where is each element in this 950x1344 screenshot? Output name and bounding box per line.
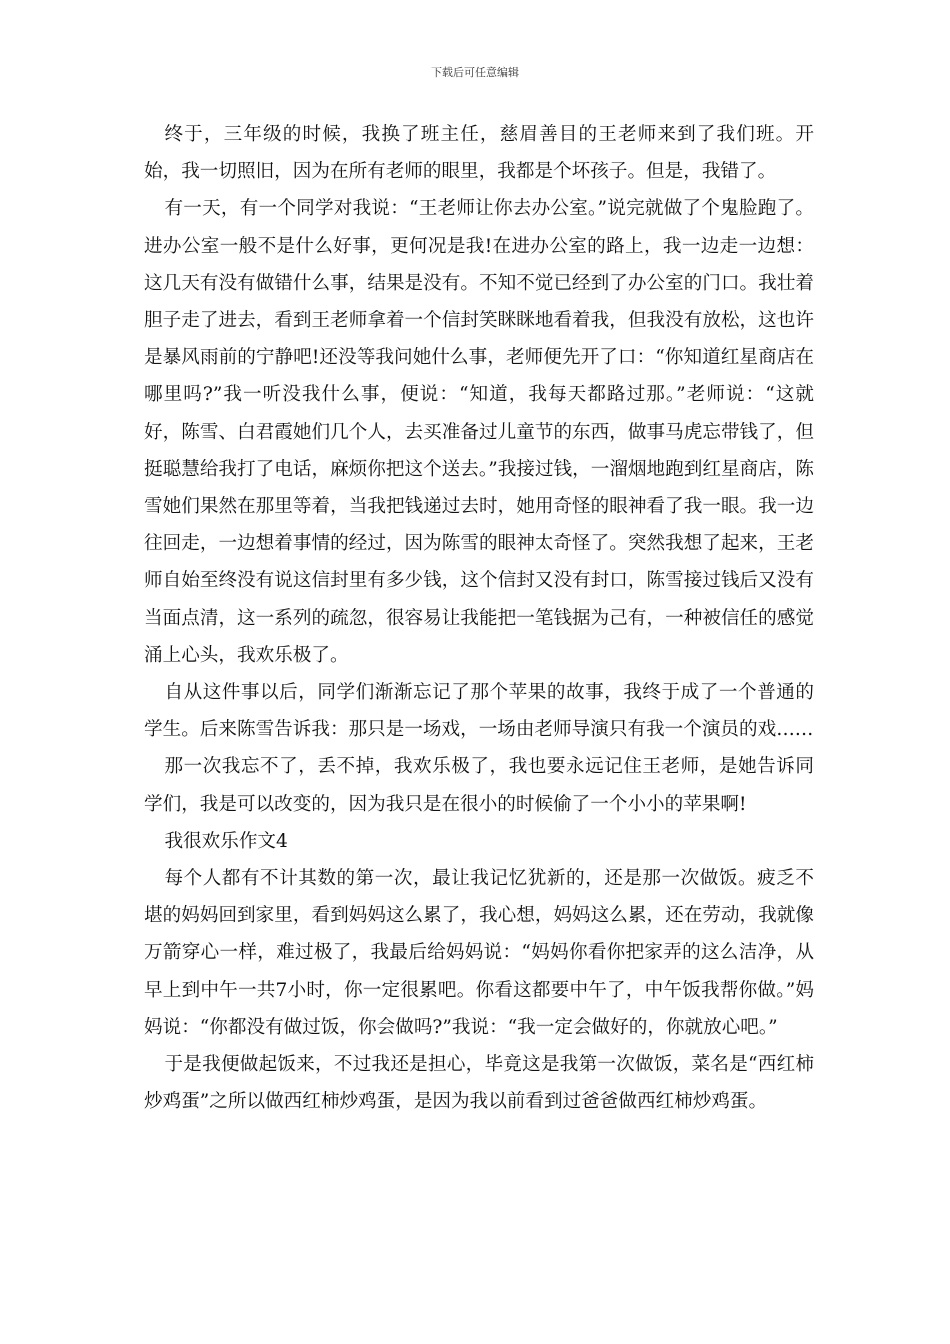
- paragraph: 每个人都有不计其数的第一次，最让我记忆犹新的，还是那一次做饭。疲乏不堪的妈妈回到家里，看到妈妈这么累了，我心想，妈妈这么累，还在劳动，我就像万箭穿心一样，难过极了，我最后给妈妈说：“妈妈你看你把家弄的这么洁净，从早上到中午一共7小时，你一定很累吧。你看这都要中午了，中午饭我帮你做。”妈妈说：“你都没有做过饭，你会做吗?”我说：“我一定会做好的，你就放心吧。”: [144, 868, 814, 1038]
- section-heading: 我很欢乐作文4: [164, 830, 288, 852]
- paragraph: 自从这件事以后，同学们渐渐忘记了那个苹果的故事，我终于成了一个普通的学生。后来陈雪告诉我：那只是一场戏，一场由老师导演只有我一个演员的戏……: [144, 682, 814, 741]
- paragraph: 有一天，有一个同学对我说：“王老师让你去办公室。”说完就做了个鬼脸跑了。进办公室一般不是什么好事，更何况是我!在进办公室的路上，我一边走一边想：这几天有没有做错什么事，结果是没有。不知不觉已经到了办公室的门口。我壮着胆子走了进去，看到王老师拿着一个信封笑眯眯地看着我，但我没有放松，这也许是暴风雨前的宁静吧!还没等我问她什么事，老师便先开了口：“你知道红星商店在哪里吗?”我一听没我什么事，便说：“知道，我每天都路过那。”老师说：“这就好，陈雪、白君霞她们几个人，去买准备过儿童节的东西，做事马虎忘带钱了，但挺聪慧给我打了电话，麻烦你把这个送去。”我接过钱，一溜烟地跑到红星商店，陈雪她们果然在那里等着，当我把钱递过去时，她用奇怪的眼神看了我一眼。我一边往回走，一边想着事情的经过，因为陈雪的眼神太奇怪了。突然我想了起来，王老师自始至终没有说这信封里有多少钱，这个信封又没有封口，陈雪接过钱后又没有当面点清，这一系列的疏忽，很容易让我能把一笔钱据为己有，一种被信任的感觉涌上心头，我欢乐极了。: [144, 198, 814, 666]
- paragraph: 于是我便做起饭来，不过我还是担心，毕竟这是我第一次做饭，菜名是“西红柿炒鸡蛋”之所以做西红柿炒鸡蛋，是因为我以前看到过爸爸做西红柿炒鸡蛋。: [144, 1054, 814, 1113]
- page-header: 下载后可任意编辑: [431, 66, 519, 79]
- document-body: [144, 116, 814, 1120]
- paragraph: 那一次我忘不了，丢不掉，我欢乐极了，我也要永远记住王老师，是她告诉同学们，我是可以改变的，因为我只是在很小的时候偷了一个小小的苹果啊!: [144, 756, 814, 815]
- paragraph: 终于，三年级的时候，我换了班主任，慈眉善目的王老师来到了我们班。开始，我一切照旧，因为在所有老师的眼里，我都是个坏孩子。但是，我错了。: [144, 124, 814, 183]
